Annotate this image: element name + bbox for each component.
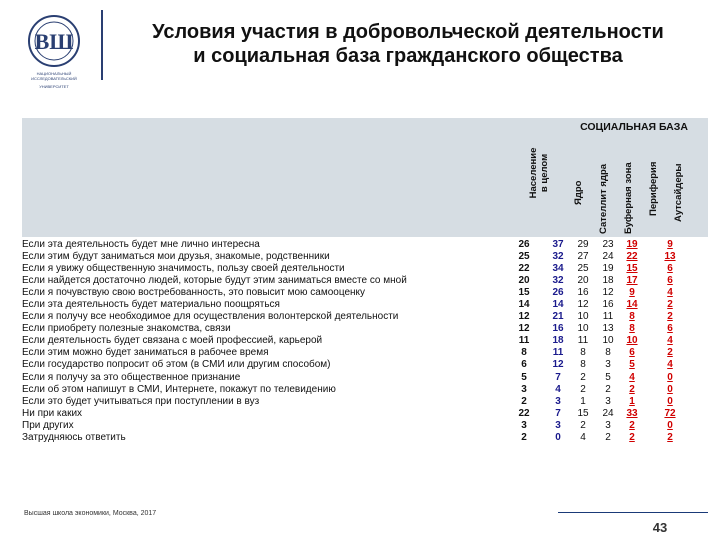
title-line-1: Условия участия в добровольческой деятельности	[152, 21, 664, 43]
row-label: Если эта деятельность будет материально поощряться	[22, 299, 280, 311]
table-row	[22, 311, 708, 323]
cell-value: 6	[521, 359, 527, 371]
cell-value: 2	[629, 383, 635, 395]
header-divider	[101, 10, 103, 80]
col-header-outsiders: Аутсайдеры	[673, 163, 684, 222]
cell-value: 0	[667, 419, 673, 431]
cell-value: 2	[605, 431, 611, 443]
cell-value: 2	[580, 371, 586, 383]
row-label: Если эта деятельность будет мне лично интересна	[22, 239, 260, 250]
cell-value: 32	[552, 275, 564, 287]
table-row	[22, 408, 708, 420]
cell-value: 8	[521, 347, 527, 359]
cell-value: 33	[626, 407, 638, 419]
cell-value: 24	[602, 407, 614, 419]
cell-value: 0	[555, 431, 561, 443]
table-row	[22, 263, 708, 275]
row-label: Ни при каких	[22, 407, 83, 419]
cell-value: 2	[629, 431, 635, 443]
logo-text-line1: НАЦИОНАЛЬНЫЙ ИССЛЕДОВАТЕЛЬСКИЙ	[31, 71, 77, 81]
cell-value: 8	[580, 359, 586, 371]
table-row	[22, 251, 708, 263]
cell-value: 8	[629, 323, 635, 335]
cell-value: 8	[580, 347, 586, 359]
cell-value: 20	[577, 275, 589, 287]
cell-value: 17	[626, 275, 638, 287]
row-label: Если найдется достаточно людей, которые будут этим заниматься вместе со мной	[22, 275, 407, 287]
row-label: Если я получу все необходимое для осуществления волонтерской деятельности	[22, 311, 399, 323]
cell-value: 7	[555, 371, 561, 383]
cell-value: 4	[667, 287, 673, 299]
cell-value: 10	[577, 311, 589, 323]
cell-value: 25	[518, 251, 530, 263]
cell-value: 2	[629, 419, 635, 431]
row-label: Если об этом напишут в СМИ, Интернете, покажут по телевидению	[22, 383, 336, 395]
row-label: Если деятельность будет связана с моей профессией, карьерой	[22, 335, 323, 347]
footer-text: Высшая школа экономики, Москва, 2017	[24, 510, 157, 517]
cell-value: 10	[626, 335, 638, 347]
cell-value: 12	[577, 299, 589, 311]
cell-value: 2	[521, 431, 527, 443]
cell-value: 8	[605, 347, 611, 359]
cell-value: 5	[605, 371, 611, 383]
cell-value: 12	[518, 311, 530, 323]
hse-emblem-icon	[27, 14, 81, 68]
cell-value: 2	[521, 395, 527, 407]
cell-value: 26	[552, 287, 564, 299]
cell-value: 8	[629, 311, 635, 323]
table-row	[22, 432, 708, 444]
cell-value: 3	[521, 383, 527, 395]
cell-value: 72	[664, 407, 676, 419]
cell-value: 0	[667, 383, 673, 395]
logo-text-line2: УНИВЕРСИТЕТ	[39, 84, 69, 89]
row-label: Если я почувствую свою востребованность, это повысит мою самооценку	[22, 287, 366, 299]
cell-value: 11	[577, 335, 589, 347]
cell-value: 2	[667, 347, 673, 359]
cell-value: 4	[555, 383, 561, 395]
cell-value: 25	[577, 263, 589, 275]
cell-value: 0	[667, 395, 673, 407]
social-base-label: СОЦИАЛЬНАЯ БАЗА	[580, 121, 688, 133]
cell-value: 37	[552, 239, 564, 250]
cell-value: 14	[552, 299, 564, 311]
table-row	[22, 323, 708, 335]
row-label: Если я получу за это общественное признание	[22, 371, 241, 383]
cell-value: 6	[629, 347, 635, 359]
cell-value: 3	[605, 419, 611, 431]
cell-value: 3	[555, 395, 561, 407]
cell-value: 14	[626, 299, 638, 311]
cell-value: 4	[580, 431, 586, 443]
row-label: При других	[22, 419, 74, 431]
row-label: Если государство попросит об этом (в СМИ или другим способом)	[22, 359, 331, 371]
cell-value: 3	[605, 395, 611, 407]
table-row	[22, 335, 708, 347]
cell-value: 3	[521, 419, 527, 431]
cell-value: 2	[667, 311, 673, 323]
cell-value: 16	[577, 287, 589, 299]
cell-value: 24	[602, 251, 614, 263]
table-row	[22, 396, 708, 408]
cell-value: 2	[667, 431, 673, 443]
cell-value: 11	[518, 335, 530, 347]
cell-value: 2	[580, 383, 586, 395]
table-row	[22, 420, 708, 432]
cell-value: 2	[667, 299, 673, 311]
cell-value: 3	[555, 419, 561, 431]
cell-value: 22	[518, 263, 530, 275]
cell-value: 9	[667, 239, 673, 250]
row-label: Если этим можно будет заниматься в рабочее время	[22, 347, 269, 359]
cell-value: 10	[577, 323, 589, 335]
page-number-rule	[558, 512, 708, 513]
cell-value: 13	[664, 251, 676, 263]
cell-value: 21	[552, 311, 564, 323]
col-header-buffer-zone: Буферная зона	[623, 162, 634, 234]
cell-value: 27	[577, 251, 589, 263]
table-row	[22, 275, 708, 287]
cell-value: 2	[580, 419, 586, 431]
row-label: Если это будет учитываться при поступлении в вуз	[22, 395, 260, 407]
cell-value: 15	[626, 263, 638, 275]
cell-value: 23	[602, 239, 614, 250]
cell-value: 4	[667, 359, 673, 371]
table-row	[22, 384, 708, 396]
cell-value: 1	[580, 395, 586, 407]
table-row	[22, 359, 708, 371]
cell-value: 22	[518, 407, 530, 419]
cell-value: 11	[552, 347, 564, 359]
table-row	[22, 299, 708, 311]
cell-value: 0	[667, 371, 673, 383]
cell-value: 29	[577, 239, 589, 250]
cell-value: 13	[602, 323, 614, 335]
cell-value: 18	[602, 275, 614, 287]
cell-value: 2	[605, 383, 611, 395]
row-label: Если приобрету полезные знакомства, связи	[22, 323, 231, 335]
cell-value: 3	[605, 359, 611, 371]
cell-value: 5	[521, 371, 527, 383]
cell-value: 7	[555, 407, 561, 419]
cell-value: 12	[552, 359, 564, 371]
cell-value: 10	[602, 335, 614, 347]
cell-value: 6	[667, 263, 673, 275]
row-label: Если я увижу общественную значимость, пользу своей деятельности	[22, 263, 345, 275]
col-header-core: Ядро	[573, 180, 584, 205]
cell-value: 12	[602, 287, 614, 299]
table-row	[22, 347, 708, 359]
cell-value: 20	[518, 275, 530, 287]
col-header-population: Население в целом	[528, 147, 550, 199]
cell-value: 1	[629, 395, 635, 407]
cell-value: 34	[552, 263, 564, 275]
cell-value: 9	[629, 287, 635, 299]
cell-value: 4	[629, 371, 635, 383]
cell-value: 18	[552, 335, 564, 347]
table-row	[22, 287, 708, 299]
table-row	[22, 239, 708, 251]
cell-value: 22	[626, 251, 638, 263]
cell-value: 5	[629, 359, 635, 371]
cell-value: 26	[518, 239, 530, 250]
cell-value: 6	[667, 275, 673, 287]
cell-value: 4	[667, 335, 673, 347]
hse-logo	[14, 14, 94, 89]
cell-value: 19	[626, 239, 638, 250]
cell-value: 6	[667, 323, 673, 335]
cell-value: 15	[577, 407, 589, 419]
title-line-2: и социальная база гражданского общества	[193, 45, 623, 67]
data-table	[22, 239, 708, 444]
table-row	[22, 372, 708, 384]
cell-value: 32	[552, 251, 564, 263]
page-title	[108, 20, 708, 68]
svg-text:ВШ: ВШ	[34, 29, 74, 54]
cell-value: 16	[602, 299, 614, 311]
row-label: Если этим будут заниматься мои друзья, знакомые, родственники	[22, 251, 330, 263]
cell-value: 11	[602, 311, 614, 323]
cell-value: 16	[552, 323, 564, 335]
cell-value: 15	[518, 287, 530, 299]
col-header-core-satellite: Сателлит ядра	[598, 163, 609, 234]
cell-value: 19	[602, 263, 614, 275]
row-label: Затрудняюсь ответить	[22, 431, 126, 443]
col-header-periphery: Периферия	[648, 161, 659, 216]
cell-value: 12	[518, 323, 530, 335]
cell-value: 14	[518, 299, 530, 311]
page-number: 43	[652, 520, 668, 535]
